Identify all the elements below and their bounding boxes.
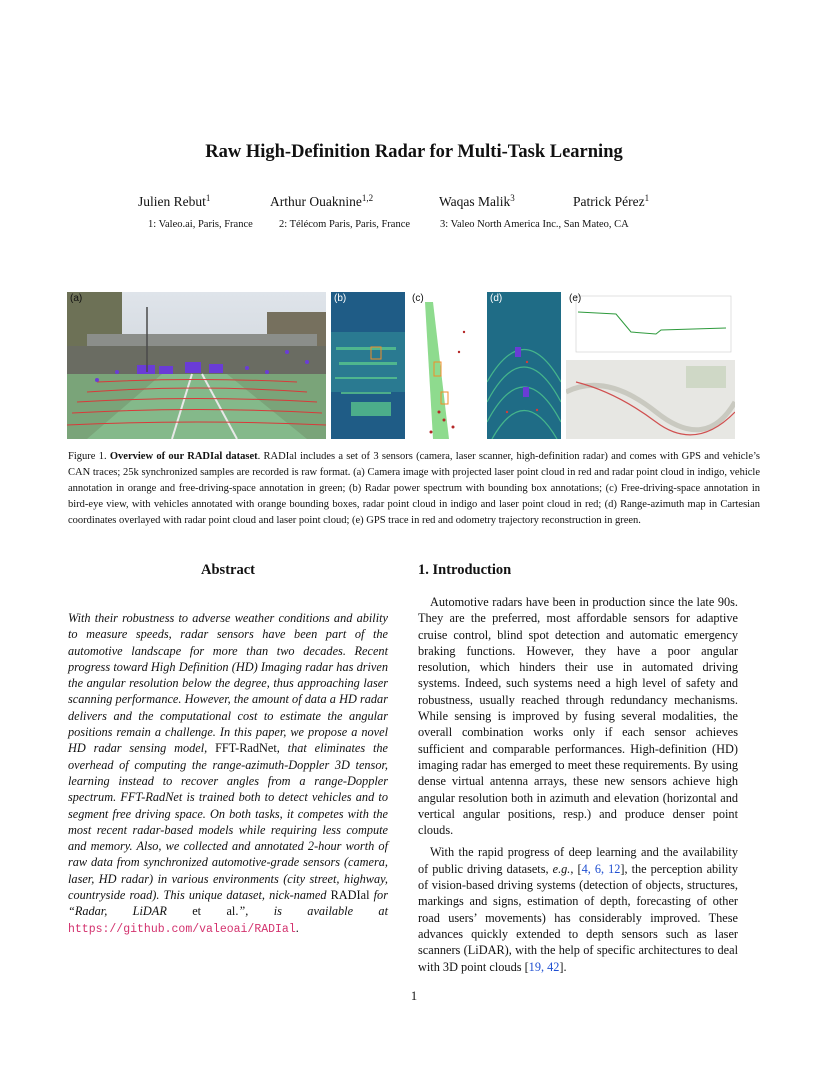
intro-heading: 1. Introduction: [418, 562, 512, 578]
figure-panel-c-birdseye: [409, 292, 485, 439]
citation-link[interactable]: 4, 6, 12: [581, 861, 621, 876]
affiliation-3: 3: Valeo North America Inc., San Mateo, CA: [440, 219, 629, 230]
panel-label-d: (d): [490, 293, 503, 304]
paper-title: Raw High-Definition Radar for Multi-Task Learning: [205, 142, 623, 162]
intro-paragraph-1: Automotive radars have been in production since the late 90s. They are the preferred, most affordable sensors for adaptive cruise control, blind spot detection and automatic emergency braking functions. However, they have a poor angular resolution, which hinders their use in automated driving systems. Indeed, such systems need a high level of safety and robustness, usually reached through redundancy mechanisms. While sensing is improved by fusing several modalities, the overall combination works only if each sensor achieves sufficient and comparable performances. High-definition (HD) imaging radar has emerged to meet these requirements. By using dense virtual antenna arrays, these new sensors achieve high angular resolution both in azimuth and elevation (horizontal and vertical angular positions, resp.) and produce denser point clouds.: [418, 595, 738, 838]
figure-panel-e-gps: [566, 292, 735, 439]
author-4: Patrick Pérez$^1$: [573, 193, 650, 209]
dataset-name: RADIal: [330, 888, 370, 903]
author-1: Julien Rebut$^1$: [138, 193, 211, 209]
panel-label-a: (a): [70, 293, 83, 304]
panel-label-c: (c): [412, 293, 424, 304]
affiliation-1: 1: Valeo.ai, Paris, France: [148, 219, 253, 230]
panel-label-b: (b): [334, 293, 347, 304]
intro-paragraph-2: With the rapid progress of deep learning and the availability of public driving datasets, e.g., [4, 6, 12], the perception ability of vision-based driving systems (detection of objects, structures, markings and signs, estimation of depth, forecasting of other road users’ movements) has considerably improved. These advances quickly extended to depth sensors such as laser scanners (LiDAR), with the help of specific architectures to deal with 3D point clouds [19, 42].: [418, 845, 739, 974]
abstract-body: With their robustness to adverse weather conditions and ability to measure speeds, radar sensors have been part of the automotive landscape for more than two decades. Recent progress toward High Definition (HD) Imaging radar has driven the angular resolution below the degree, thus approaching laser scanning performance. However, the amount of data a HD radar delivers and the computational cost to estimate the angular positions remain a challenge. In this paper, we propose a novel HD radar sensing model, FFT-RadNet, that eliminates the overhead of computing the range-azimuth-Doppler 3D tensor, learning instead to recover angles from a range-Doppler spectrum. FFT-RadNet is trained both to detect vehicles and to segment free driving space. On both tasks, it competes with the most recent radar-based models while requiring less compute and memory. Also, we collected and annotated 2-hour worth of raw data from synchronized automotive-grade sensors (camera, laser, HD radar) in various environments (city street, highway, countryside road). This unique dataset, nick-named RADIal for “Radar, LiDAR et al.”, is available at https://github.com/valeoai/RADIal.: [68, 611, 388, 936]
author-2: Arthur Ouaknine$^{1,2}$: [270, 193, 374, 209]
caption-label: Figure 1.: [68, 451, 107, 462]
affiliation-2: 2: Télécom Paris, Paris, France: [279, 219, 411, 230]
caption-text: . RADIal includes a set of 3 sensors (camera, laser scanner, high-definition radar) and comes with GPS and vehicle’s CAN traces; 25k synchronized samples are recorded is raw format. (a) Camera image with projected laser point cloud in red and radar point cloud in indigo, vehicle annotation in orange and free-driving-space annotation in green; (b) Radar power spectrum with bounding box annotations; (c) Free-driving-space annotation in bird-eye view, with vehicles annotated with orange bounding boxes, radar point cloud in indigo and laser point cloud in red; (d) Range-azimuth map in Cartesian coordinates overlayed with radar point cloud and laser point cloud; (e) GPS trace in red and odometry trajectory reconstruction in green.: [68, 451, 760, 527]
intro-body: [418, 594, 738, 975]
figure-panel-b-radar-spectrum: [331, 292, 405, 439]
abstract-heading: Abstract: [201, 562, 255, 578]
citation-link[interactable]: 19, 42: [528, 959, 560, 974]
caption-bold: Overview of our RADIal dataset: [109, 451, 258, 462]
figure-caption: [68, 449, 760, 529]
model-name: FFT-RadNet: [215, 741, 277, 756]
figure-panel-a-camera: [67, 292, 326, 439]
page-number: 1: [410, 989, 418, 1003]
dataset-url-link[interactable]: https://github.com/valeoai/RADIal: [68, 922, 296, 936]
panel-label-e: (e): [569, 293, 582, 304]
figure-panel-d-range-azimuth: [487, 292, 561, 439]
author-3: Waqas Malik$^3$: [439, 193, 515, 209]
